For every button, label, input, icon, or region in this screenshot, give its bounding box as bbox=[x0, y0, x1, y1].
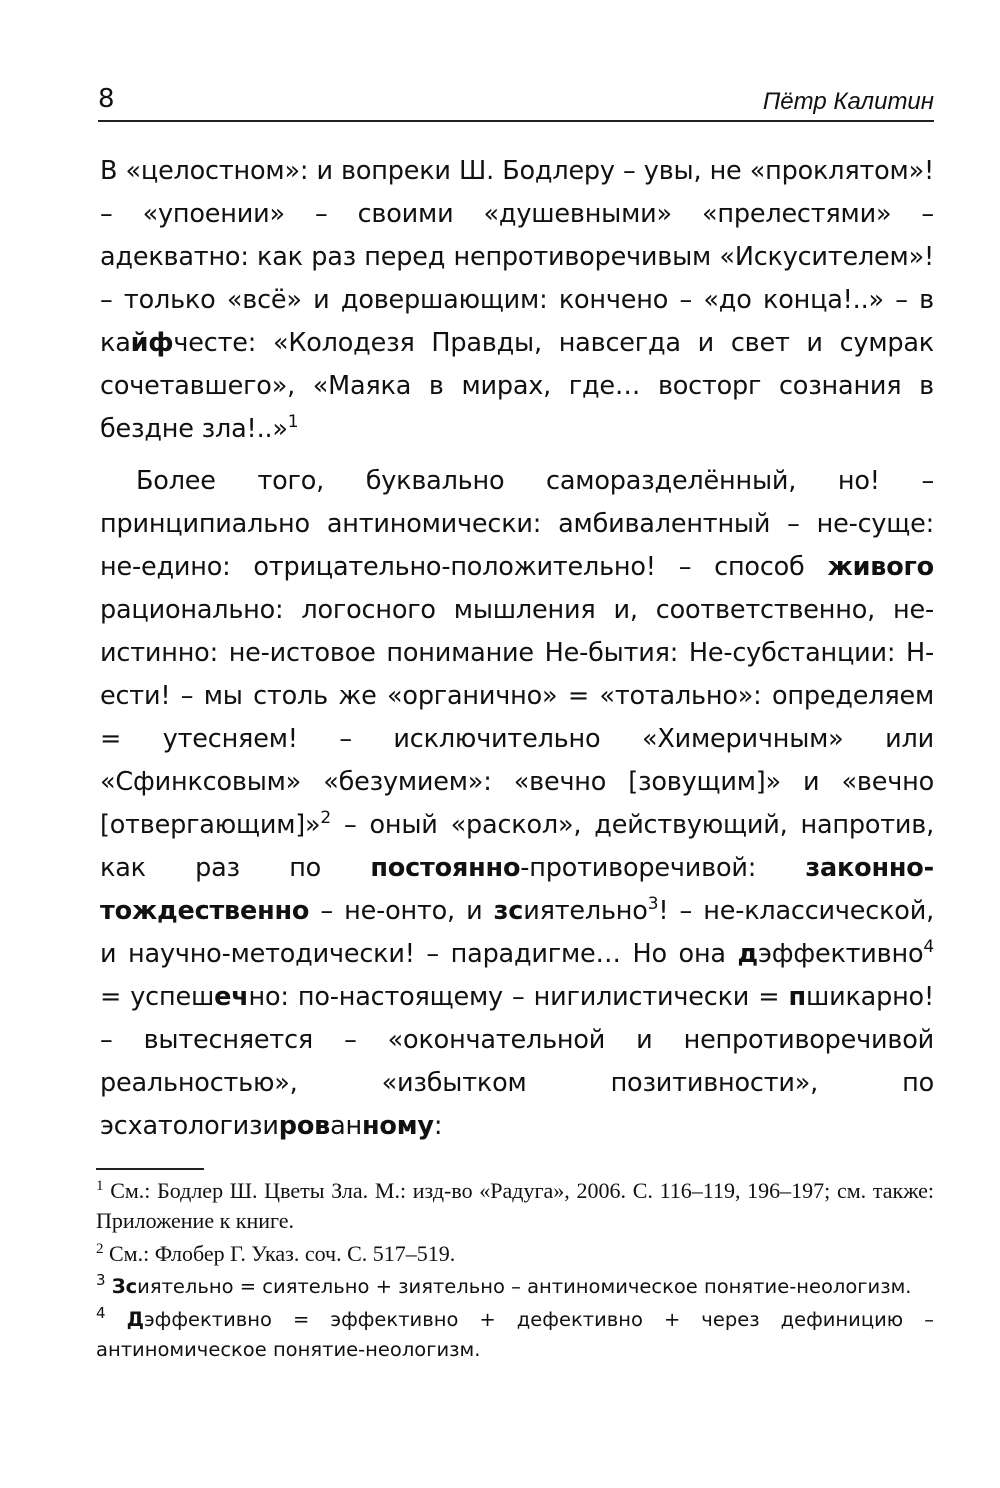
page-number: 8 bbox=[98, 84, 115, 114]
footnote-ref-2[interactable]: 2 bbox=[320, 808, 331, 828]
footnote-text: эффективно = эффективно + дефективно + через дефиницию – антиномическое понятие-неологизм. bbox=[96, 1308, 934, 1361]
footnote-number: 3 bbox=[96, 1271, 106, 1289]
emphasis: живого bbox=[827, 552, 934, 582]
text-run: иятельно bbox=[523, 896, 648, 926]
text-run: ! – не-классической, и научно-методически! – парадигме… Но она bbox=[100, 896, 934, 969]
text-run: : bbox=[433, 1111, 443, 1141]
footnote-number: 1 bbox=[96, 1178, 104, 1194]
footnote-term: Д bbox=[126, 1308, 144, 1331]
paragraph-1 bbox=[100, 150, 934, 451]
emphasis: йф bbox=[130, 328, 174, 358]
text-run: но: по-настоящему – нигилистически = bbox=[248, 982, 789, 1012]
footnote-ref-1[interactable]: 1 bbox=[287, 412, 299, 432]
text-run: Более того, буквально саморазделённый, но! – принципиально антиномически: амбивалентный – не-суще: не-едино: отрицательно-положительно! – способ bbox=[100, 466, 934, 582]
emphasis: д bbox=[737, 939, 758, 969]
footnote-number: 2 bbox=[96, 1241, 104, 1257]
emphasis: п bbox=[788, 982, 806, 1012]
emphasis: еч bbox=[214, 982, 249, 1012]
text-run: = успеш bbox=[100, 982, 215, 1012]
text-run: -противоречивой: bbox=[520, 853, 806, 883]
running-head-author: Пётр Калитин bbox=[762, 88, 934, 115]
footnote-2 bbox=[96, 1239, 934, 1269]
footnote-4 bbox=[96, 1305, 934, 1365]
emphasis: постоянно bbox=[370, 853, 521, 883]
text-run: шикарно! – вытесняется – «окончательной и непротиворечивой реальностью», «избытком позитивности», по эсхатологизи bbox=[100, 982, 934, 1141]
emphasis: ному bbox=[362, 1111, 434, 1141]
text-run: – не-онто, и bbox=[309, 896, 494, 926]
footnotes bbox=[96, 1176, 934, 1368]
paragraph-2 bbox=[100, 460, 934, 1148]
footnote-1 bbox=[96, 1176, 934, 1236]
footnote-text: См.: Бодлер Ш. Цветы Зла. М.: изд-во «Радуга», 2006. С. 116–119, 196–197; см. также: Приложение к книге. bbox=[96, 1178, 934, 1233]
footnote-3 bbox=[96, 1272, 934, 1302]
text-run: ан bbox=[330, 1111, 363, 1141]
page-header bbox=[98, 84, 934, 122]
footnote-divider bbox=[96, 1168, 204, 1170]
text-run: В «целостном»: и вопреки Ш. Бодлеру – увы, не «проклятом»! – «упоении» – своими «душевными» «прелестями» – адекватно: как раз перед непротиворечивым «Искусителем»! – только «всё» и довершающим: кончено – «до конца!..» – в ка bbox=[100, 156, 934, 358]
emphasis: законно-тождественно bbox=[100, 853, 935, 926]
footnote-ref-4[interactable]: 4 bbox=[923, 937, 934, 957]
footnote-ref-3[interactable]: 3 bbox=[647, 894, 659, 914]
footnote-number: 4 bbox=[96, 1304, 106, 1322]
footnote-text: иятельно = сиятельно + зиятельно – антиномическое понятие-неологизм. bbox=[137, 1275, 912, 1298]
footnote-term: Зс bbox=[111, 1275, 138, 1298]
main-text bbox=[100, 150, 934, 1148]
emphasis: зс bbox=[493, 896, 524, 926]
emphasis: ров bbox=[278, 1111, 331, 1141]
text-run: – оный «раскол», действующий, напротив, как раз по bbox=[100, 810, 934, 883]
text-run: рационально: логосного мышления и, соответственно, не-истинно: не-истовое понимание Не-бытия: Не-субстанции: Н-ести! – мы столь же «органично» = «тотально»: определяем = утесняем! – исключительно «Химеричным» или «Сфинксовым» «безумием»: «вечно [зовущим]» и «вечно [отвергающим]» bbox=[100, 595, 934, 840]
footnote-text: См.: Флобер Г. Указ. соч. С. 517–519. bbox=[103, 1241, 456, 1266]
text-run: эффективно bbox=[757, 939, 924, 969]
text-run: честе: «Колодезя Правды, навсегда и свет и сумрак сочетавшего», «Маяка в мирах, где… восторг сознания в бездне зла!..» bbox=[100, 328, 934, 444]
